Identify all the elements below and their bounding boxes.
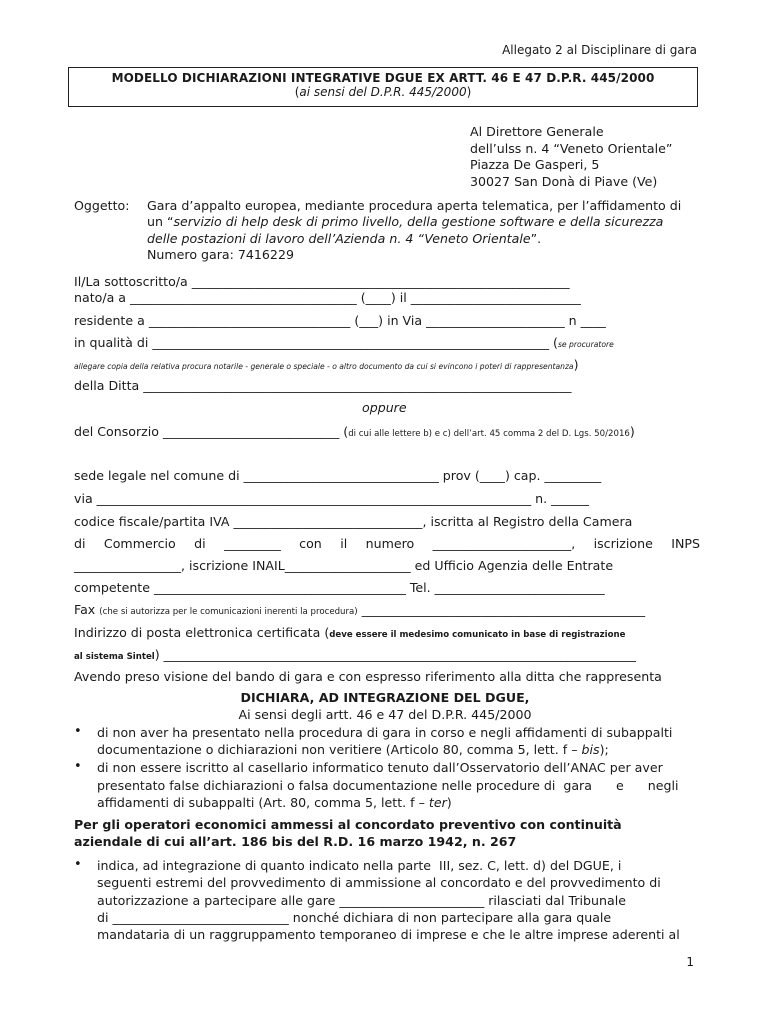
page-number: 1 bbox=[686, 955, 694, 969]
field-sottoscritto[interactable]: Il/La sottoscritto/a ____________________________________________________________ bbox=[74, 274, 570, 289]
addressee-line: Al Direttore Generale bbox=[470, 124, 604, 139]
field-camera-commercio[interactable]: di Commercio di _________ con il numero ______________________, iscrizione INPS bbox=[74, 536, 700, 551]
declaration-bullet-1: di non aver ha presentato nella procedura di gara in corso e negli affidamenti di subappalti documentazione o dichiarazioni non veritiere (Articolo 80, comma 5, lett. f – bis); bbox=[97, 725, 673, 757]
field-codice-fiscale[interactable]: codice fiscale/partita IVA ______________________________, iscritta al Registro della Camera bbox=[74, 514, 633, 529]
concordato-heading: Per gli operatori economici ammessi al concordato preventivo con continuità aziendale di cui all’art. 186 bis del R.D. 16 marzo 1942, n. 267 bbox=[74, 817, 622, 849]
field-pec[interactable]: Indirizzo di posta elettronica certificata (deve essere il medesimo comunicato in base di registrazione bbox=[74, 625, 626, 640]
title-box bbox=[68, 67, 698, 107]
bullet-icon: • bbox=[74, 857, 82, 872]
qualita-note: allegare copia della relativa procura notarile - generale o speciale - o altro documento da cui si evincono i poteri di rappresentanza) bbox=[74, 357, 579, 372]
avendo-statement: Avendo preso visione del bando di gara e con espresso riferimento alla ditta che rappresenta bbox=[74, 669, 662, 684]
declaration-subheading: Ai sensi degli artt. 46 e 47 del D.P.R. 445/2000 bbox=[238, 707, 532, 722]
gara-number: Numero gara: 7416229 bbox=[147, 246, 294, 262]
subject-text: Gara d’appalto europea, mediante procedura aperta telematica, per l’affidamento di un “servizio di help desk di primo livello, della gestione software e della sicurezza delle postazioni di lavoro dell’Azienda n. 4 “Veneto Orientale”. Numero gara: 7416229 bbox=[147, 198, 682, 262]
document-title: MODELLO DICHIARAZIONI INTEGRATIVE DGUE EX ARTT. 46 E 47 D.P.R. 445/2000 bbox=[111, 71, 655, 85]
bullet-icon: • bbox=[74, 759, 82, 774]
document-subtitle: (ai sensi del D.P.R. 445/2000) bbox=[294, 85, 472, 99]
addressee-line: dell’ulss n. 4 “Veneto Orientale” bbox=[470, 140, 673, 156]
field-inail[interactable]: _________________, iscrizione INAIL____________________ ed Ufficio Agenzia delle Entrate bbox=[74, 558, 614, 573]
field-competente[interactable]: competente ________________________________________ Tel. ___________________________ bbox=[74, 580, 605, 595]
concordato-text: indica, ad integrazione di quanto indicato nella parte III, sez. C, lett. d) del DGUE, i seguenti estremi del provvedimento di ammissione al concordato e del provvedimento di autorizzazione a partecipare alle gare _______________________ rilasciati dal Tribunale di ____________________________ nonché dichiara di non partecipare alla gara quale mandataria di un raggruppamento temporaneo di imprese e che le altre imprese aderenti al bbox=[97, 858, 680, 943]
addressee-line: Piazza De Gasperi, 5 bbox=[470, 157, 600, 172]
field-sede-legale[interactable]: sede legale nel comune di _______________________________ prov (____) cap. _________ bbox=[74, 468, 602, 483]
declaration-bullet-2: di non essere iscritto al casellario informatico tenuto dall’Osservatorio dell’ANAC per aver presentato false dichiarazioni o falsa documentazione nelle procedure di gara e negli affidamenti di subappalti (Art. 80, comma 5, lett. f – ter) bbox=[97, 760, 679, 810]
bullet-icon: • bbox=[74, 724, 82, 739]
field-via[interactable]: via _____________________________________________________________________ n. ______ bbox=[74, 491, 589, 506]
attachment-label: Allegato 2 al Disciplinare di gara bbox=[502, 43, 697, 57]
field-fax[interactable]: Fax (che si autorizza per le comunicazioni inerenti la procedura) _____________________________________________ bbox=[74, 602, 646, 617]
field-qualita[interactable]: in qualità di _______________________________________________________________ (se procuratore bbox=[74, 335, 614, 350]
subject-label: Oggetto: bbox=[74, 198, 130, 213]
oppure-label: oppure bbox=[362, 400, 407, 415]
field-ditta[interactable]: della Ditta ____________________________________________________________________ bbox=[74, 378, 572, 393]
addressee-line: 30027 San Donà di Piave (Ve) bbox=[470, 173, 658, 189]
declaration-heading: DICHIARA, AD INTEGRAZIONE DEL DGUE, bbox=[240, 690, 530, 705]
field-nato-a[interactable]: nato/a a ____________________________________ (____) il ___________________________ bbox=[74, 290, 581, 305]
field-pec-line[interactable]: al sistema Sintel) ___________________________________________________________________________ bbox=[74, 647, 636, 662]
field-residente[interactable]: residente a ________________________________ (___) in Via ______________________ n ____ bbox=[74, 313, 606, 328]
field-consorzio[interactable]: del Consorzio ____________________________ (di cui alle lettere b) e c) dell’art. 45 comma 2 del D. Lgs. 50/2016) bbox=[74, 424, 635, 439]
addressee-block bbox=[470, 124, 672, 190]
